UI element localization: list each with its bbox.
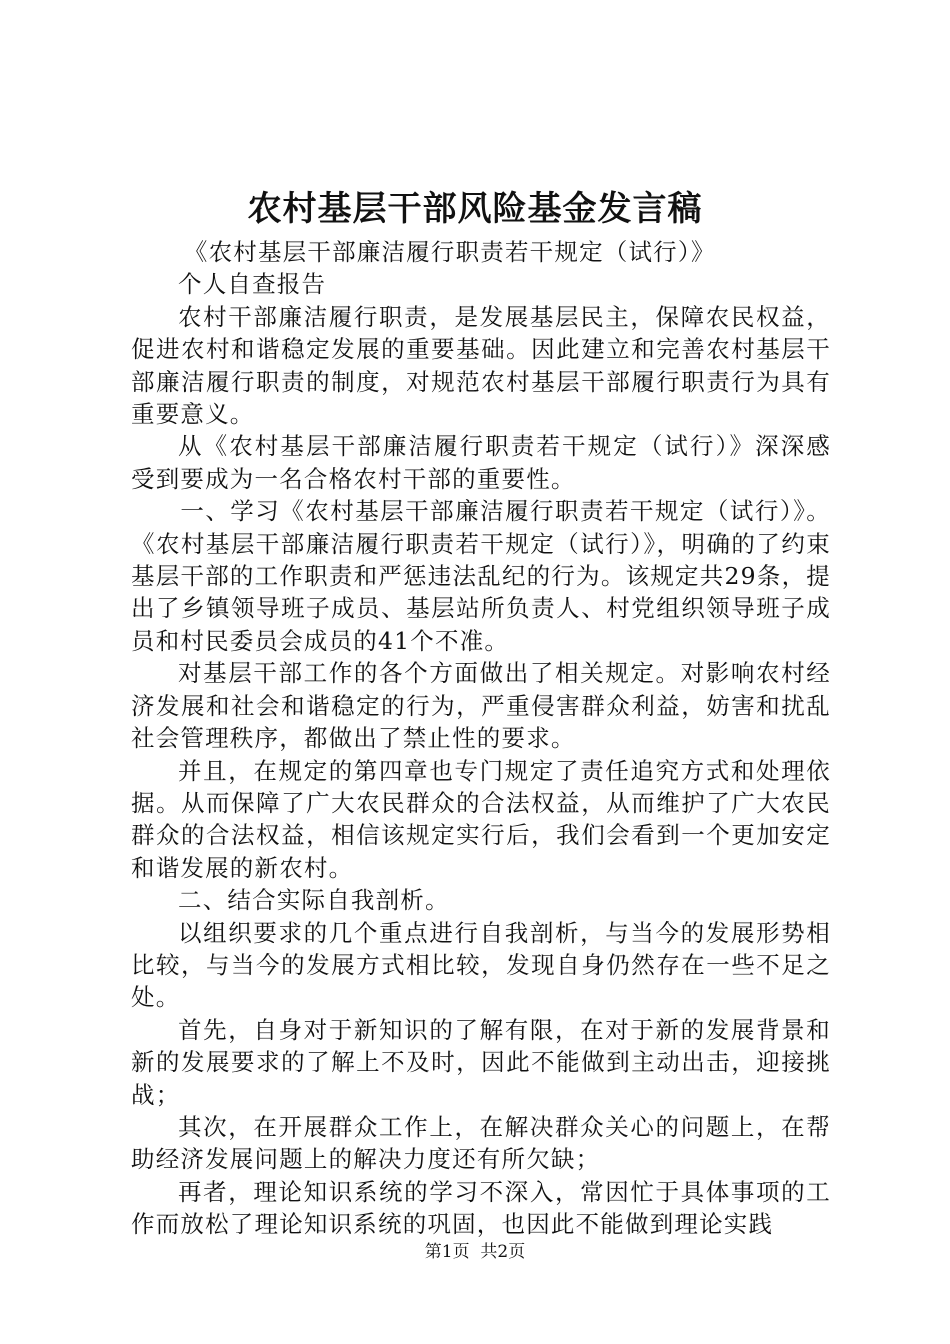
section-heading-two: 二、结合实际自我剖析。 [178,886,450,915]
paragraph-report-subtitle: 个人自查报告 [178,270,327,299]
paragraph: 再者，理论知识系统的学习不深入，常因忙于具体事项的工作而放松了理论知识系统的巩固，也因此不能做到理论实践 [131,1177,831,1239]
paragraph: 以组织要求的几个重点进行自我剖析，与当今的发展形势相比较，与当今的发展方式相比较，发现自身仍然存在一些不足之处。 [131,918,831,1012]
paragraph: 并且，在规定的第四章也专门规定了责任追究方式和处理依据。从而保障了广大农民群众的合法权益，从而维护了广大农民群众的合法权益，相信该规定实行后，我们会看到一个更加安定和谐发展的新农村。 [131,756,831,882]
paragraph: 农村干部廉洁履行职责，是发展基层民主，保障农民权益，促进农村和谐稳定发展的重要基础。因此建立和完善农村基层干部廉洁履行职责的制度，对规范农村基层干部履行职责行为具有重要意义。 [131,302,831,429]
page-number-footer: 第1页 共2页 [424,1242,526,1262]
paragraph-regulation-title: 《农村基层干部廉洁履行职责若干规定（试行）》 [183,238,716,266]
document-body [131,236,831,1241]
document-title: 农村基层干部风险基金发言稿 [247,189,703,229]
paragraph: 首先，自身对于新知识的了解有限，在对于新的发展背景和新的发展要求的了解上不及时，因此不能做到主动出击，迎接挑战； [131,1015,831,1109]
paragraph: 从《农村基层干部廉洁履行职责若干规定（试行）》深深感受到要成为一名合格农村干部的重要性。 [131,432,831,493]
paragraph: 对基层干部工作的各个方面做出了相关规定。对影响农村经济发展和社会和谐稳定的行为，严重侵害群众利益，妨害和扰乱社会管理秩序，都做出了禁止性的要求。 [131,659,831,753]
paragraph: 其次，在开展群众工作上，在解决群众关心的问题上，在帮助经济发展问题上的解决力度还有所欠缺； [131,1112,831,1174]
section-heading-one: 一、学习《农村基层干部廉洁履行职责若干规定（试行）》。《农村基层干部廉洁履行职责若干规定（试行）》，明确的了约束基层干部的工作职责和严惩违法乱纪的行为。该规定共29条，提出了乡镇领导班子成员、基层站所负责人、村党组织领导班子成员和村民委员会成员的41个不准。 [131,497,831,655]
